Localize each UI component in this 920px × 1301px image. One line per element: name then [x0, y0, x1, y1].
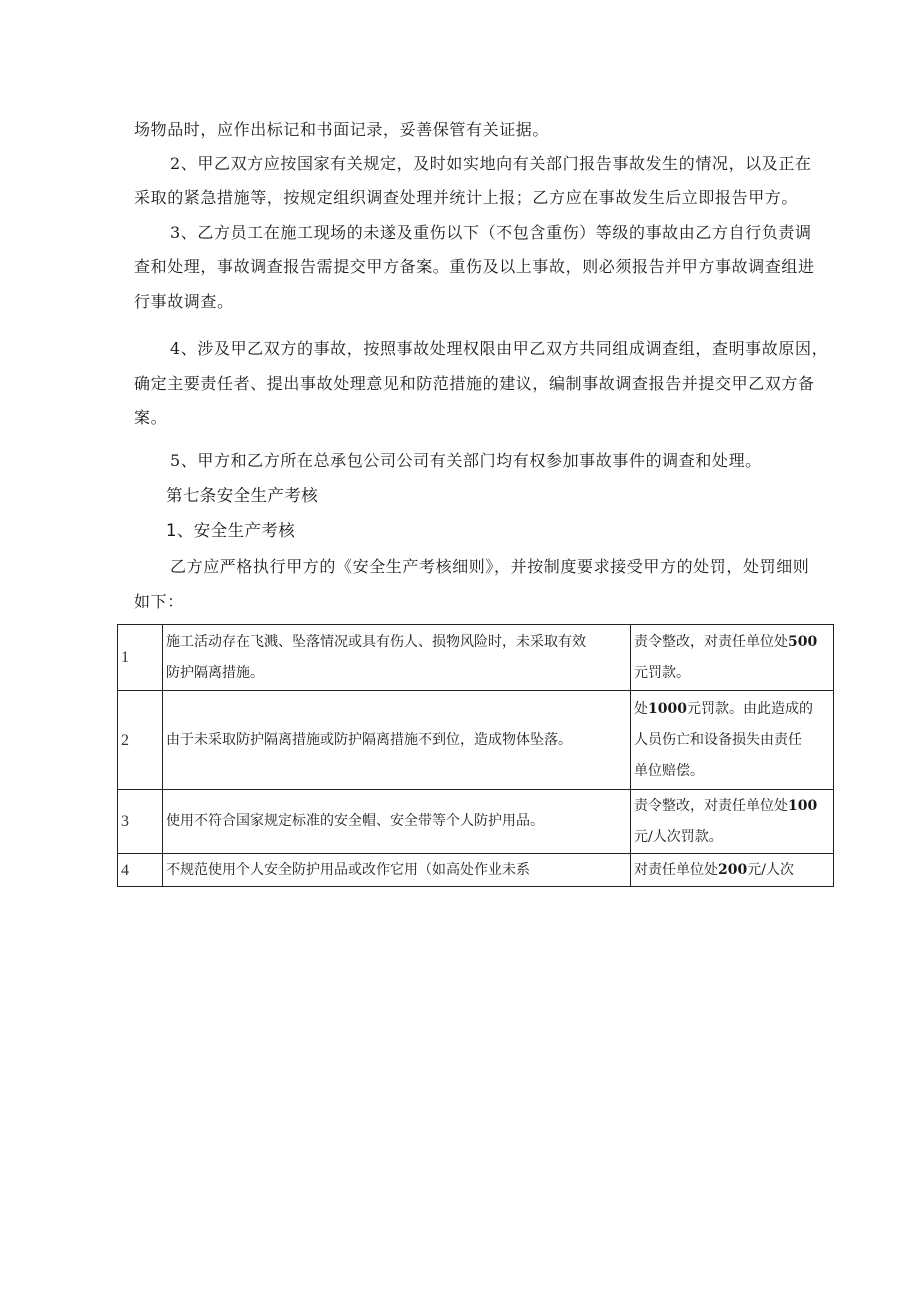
paragraph-line: 案。	[134, 408, 168, 427]
row-number: 1	[118, 625, 163, 691]
penalty-text: 责令整改，对责任单位处	[634, 633, 788, 650]
penalty-text: 单位赔偿。	[634, 762, 704, 779]
penalty-text: 元/人次罚款。	[634, 828, 723, 845]
paragraph-line: 查和处理，事故调查报告需提交甲方备案。重伤及以上事故，则必须报告并甲方事故调查组进	[134, 257, 815, 276]
penalty-text: 元罚款。	[634, 664, 690, 681]
intro-line: 乙方应严格执行甲方的《安全生产考核细则》，并按制度要求接受甲方的处罚，处罚细则	[170, 557, 810, 576]
table-row	[118, 854, 834, 887]
paragraph-line: 4、涉及甲乙双方的事故，按照事故处理权限由甲乙双方共同组成调查组，查明事故原因，	[170, 339, 829, 358]
description-text: 施工活动存在飞溅、坠落情况或具有伤人、损物风险时，未采取有效	[166, 633, 586, 650]
penalty-text: 对责任单位处	[634, 861, 718, 878]
penalty-text: 处	[634, 700, 648, 717]
penalty-amount: 100	[788, 797, 818, 814]
penalty-amount: 1000	[648, 700, 687, 717]
penalty-text: 责令整改，对责任单位处	[634, 797, 788, 814]
paragraph-line: 5、甲方和乙方所在总承包公司公司有关部门均有权参加事故事件的调查和处理。	[170, 451, 762, 470]
description-text: 不规范使用个人安全防护用品或改作它用（如高处作业未系	[166, 861, 530, 878]
penalty-table	[117, 624, 834, 887]
penalty-amount: 500	[788, 633, 818, 650]
paragraph-line: 场物品时，应作出标记和书面记录，妥善保管有关证据。	[134, 120, 550, 139]
paragraph-line: 3、乙方员工在施工现场的未遂及重伤以下（不包含重伤）等级的事故由乙方自行负责调	[170, 223, 812, 242]
paragraph-line: 采取的紧急措施等，按规定组织调查处理并统计上报；乙方应在事故发生后立即报告甲方。	[134, 188, 799, 207]
violation-description	[163, 625, 631, 691]
row-number: 4	[118, 854, 163, 887]
penalty-cell	[631, 625, 834, 691]
article-title: 第七条安全生产考核	[166, 486, 319, 505]
penalty-cell	[631, 691, 834, 790]
section-title: 1、安全生产考核	[166, 521, 296, 540]
row-number: 3	[118, 790, 163, 854]
paragraph-line: 行事故调查。	[134, 292, 234, 311]
table-row	[118, 691, 834, 790]
description-text: 使用不符合国家规定标准的安全帽、安全带等个人防护用品。	[166, 813, 544, 829]
table-row	[118, 625, 834, 691]
table-row	[118, 790, 834, 854]
intro-line: 如下：	[134, 592, 184, 611]
violation-description	[163, 691, 631, 790]
penalty-text: 人员伤亡和设备损失由责任	[634, 731, 802, 748]
description-text: 防护隔离措施。	[166, 664, 264, 681]
penalty-cell	[631, 854, 834, 887]
penalty-amount: 200	[718, 861, 748, 878]
violation-description	[163, 790, 631, 854]
penalty-text: 元罚款。由此造成的	[686, 700, 813, 717]
description-text: 由于未采取防护隔离措施或防护隔离措施不到位，造成物体坠落。	[166, 731, 572, 748]
violation-description	[163, 854, 631, 887]
paragraph-line: 确定主要责任者、提出事故处理意见和防范措施的建议，编制事故调查报告并提交甲乙双方备	[134, 374, 815, 393]
penalty-text: 元/人次	[747, 861, 794, 878]
paragraph-line: 2、甲乙双方应按国家有关规定，及时如实地向有关部门报告事故发生的情况，以及正在	[170, 154, 812, 173]
row-number: 2	[118, 691, 163, 790]
penalty-cell	[631, 790, 834, 854]
